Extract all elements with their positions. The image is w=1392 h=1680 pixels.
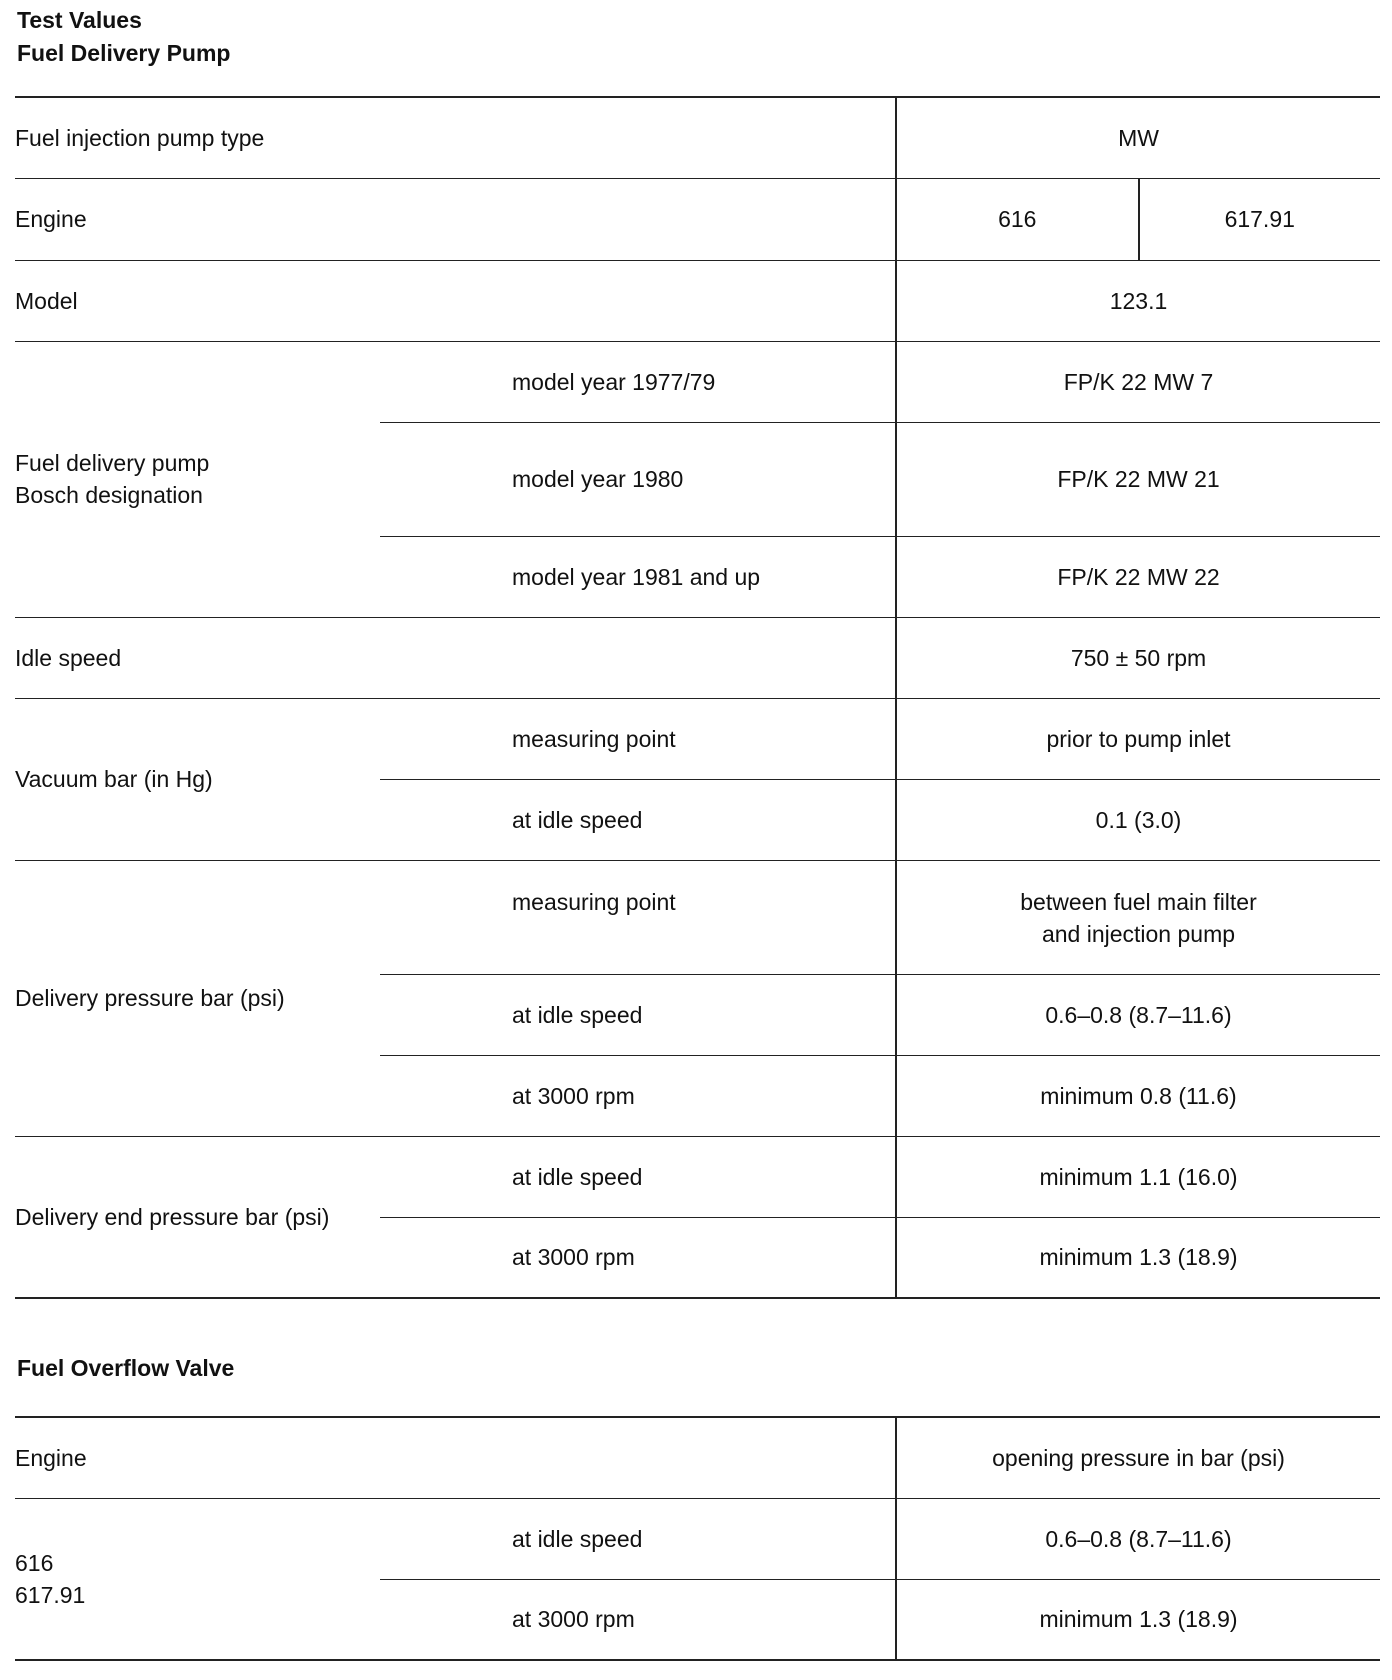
condition-label: model year 1977/79 [380, 341, 896, 422]
delivery-pressure-label: Delivery pressure bar (psi) [15, 860, 380, 1136]
table-row [15, 1498, 1380, 1579]
engine-616: 616 [897, 179, 1140, 260]
row-value: FP/K 22 MW 7 [896, 341, 1380, 422]
row-value: opening pressure in bar (psi) [896, 1417, 1380, 1498]
row-value: 0.6–0.8 (8.7–11.6) [896, 1498, 1380, 1579]
condition-label: at idle speed [380, 1136, 896, 1217]
row-value: minimum 0.8 (11.6) [896, 1055, 1380, 1136]
row-value: FP/K 22 MW 22 [896, 536, 1380, 617]
condition-label: at 3000 rpm [380, 1055, 896, 1136]
fuel-overflow-valve-table [15, 1416, 1380, 1661]
condition-label: at 3000 rpm [380, 1217, 896, 1298]
row-value: 123.1 [896, 260, 1380, 341]
row-label: Idle speed [15, 617, 896, 698]
delivery-pump-label: Fuel delivery pump Bosch designation [15, 341, 380, 617]
page-title [17, 4, 230, 70]
row-label: Fuel injection pump type [15, 97, 896, 178]
condition-label: measuring point [380, 698, 896, 779]
row-value: 750 ± 50 rpm [896, 617, 1380, 698]
row-value: 0.6–0.8 (8.7–11.6) [896, 974, 1380, 1055]
row-value: between fuel main filter and injection pump [896, 860, 1380, 974]
title-line-1: Test Values [17, 7, 142, 33]
table-row [15, 1417, 1380, 1498]
condition-label: model year 1981 and up [380, 536, 896, 617]
vacuum-label: Vacuum bar (in Hg) [15, 698, 380, 860]
table-row [15, 260, 1380, 341]
engine-617-91: 617.91 [1224, 206, 1295, 232]
row-value: prior to pump inlet [896, 698, 1380, 779]
row-value: minimum 1.1 (16.0) [896, 1136, 1380, 1217]
table-row [15, 698, 1380, 779]
row-value: 0.1 (3.0) [896, 779, 1380, 860]
table-row [15, 860, 1380, 974]
condition-label: at idle speed [380, 779, 896, 860]
table-row [15, 617, 1380, 698]
table-row [15, 178, 1380, 260]
engine-values-cell [896, 178, 1380, 260]
table-row [15, 1136, 1380, 1217]
row-value: FP/K 22 MW 21 [896, 422, 1380, 536]
condition-label: at idle speed [380, 974, 896, 1055]
fuel-delivery-pump-table [15, 96, 1380, 1299]
row-label: Engine [15, 1417, 896, 1498]
row-label: Engine [15, 178, 896, 260]
row-value: minimum 1.3 (18.9) [896, 1217, 1380, 1298]
engines-label: 616 617.91 [15, 1498, 380, 1660]
table-row [15, 97, 1380, 178]
condition-label: measuring point [380, 860, 896, 974]
title-line-2: Fuel Delivery Pump [17, 40, 231, 66]
row-value: MW [896, 97, 1380, 178]
condition-label: at idle speed [380, 1498, 896, 1579]
row-label: Model [15, 260, 896, 341]
table-row [15, 341, 1380, 422]
condition-label: model year 1980 [380, 422, 896, 536]
row-value: minimum 1.3 (18.9) [896, 1579, 1380, 1660]
section-title-overflow-valve: Fuel Overflow Valve [17, 1355, 235, 1381]
condition-label: at 3000 rpm [380, 1579, 896, 1660]
delivery-end-pressure-label: Delivery end pressure bar (psi) [15, 1136, 380, 1298]
